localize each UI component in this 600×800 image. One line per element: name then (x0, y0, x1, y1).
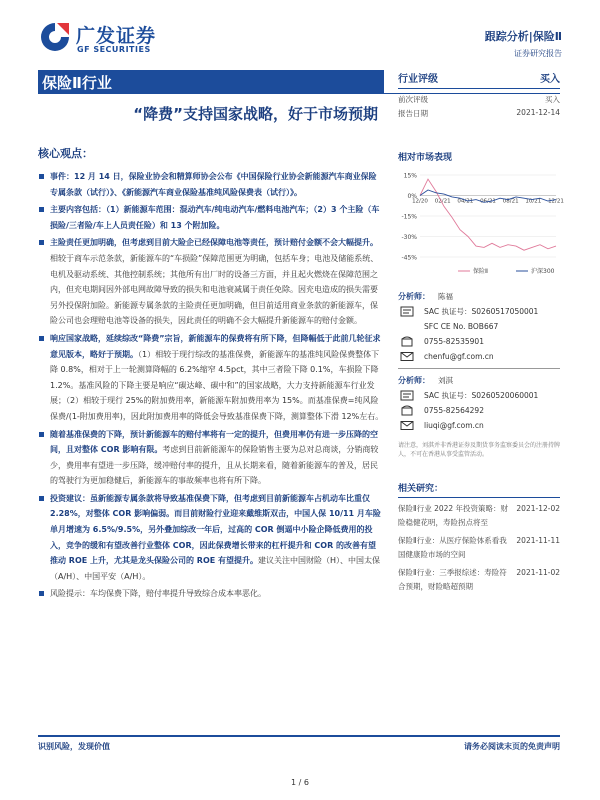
phone-icon (400, 405, 414, 416)
core-view-item (38, 235, 384, 329)
core-view-bold: 主要内容包括：（1）新能源车范围：混动汽车/纯电动汽车/燃料电池汽车；（2）3 个主险（车损险/三者险/车上人员责任险）和 13 个附加险。 (50, 205, 380, 230)
analyst-name: 陈福 (438, 292, 453, 301)
core-view-bold: 事件：12 月 14 日，保险业协会和精算师协会公布《中国保险行业协会新能源汽车商业保险专属条款（试行）》、《新能源汽车商业保险基准纯风险保费表（试行）》。 (50, 172, 377, 197)
core-views-heading: 核心观点： (38, 147, 93, 160)
analyst-name-row (398, 373, 560, 388)
rating-label: 行业评级 (398, 74, 438, 85)
rating-header (398, 70, 560, 86)
analyst-name: 刘淇 (438, 376, 453, 385)
core-views (38, 145, 384, 604)
x-tick-label: 12/20 (412, 198, 428, 205)
report-subtype: 证券研究报告 (514, 49, 562, 58)
y-tick-label: -45% (401, 254, 417, 262)
y-tick-label: 0% (407, 193, 417, 200)
series-line-0 (420, 179, 556, 250)
related-research-title-text: 保险Ⅱ行业：从医疗保险体系看我国健康险市场的空间 (398, 536, 507, 559)
core-view-bold: 响应国家战略，延续综改“降费”宗旨，新能源车的保费将有所下降，但降幅低于此前几轮征求意见版本，略好于预期。 (50, 333, 381, 359)
core-views-list (38, 169, 384, 602)
core-view-text: 建议关注中国财险（H）、中国太保（A/H）、中国平安（A/H）。 (50, 556, 381, 581)
analyst-sac-row (398, 388, 560, 403)
related-research-title-text: 保险Ⅱ行业 2022 年投资策略：财险稳健花明，寿险拐点将至 (398, 504, 509, 527)
analyst-phone: 0755-82564292 (424, 406, 484, 415)
analyst-email-row (398, 349, 560, 364)
core-view-text: 风险提示：车均保费下降，赔付率提升导致综合成本率恶化。 (50, 589, 266, 599)
certificate-icon (400, 306, 414, 317)
analyst-phone-row (398, 334, 560, 349)
core-view-bold: 主险责任更加明确，但考虑到目前大险企已经保障电池等责任，预计赔付金额不会大幅提升。 (50, 238, 378, 248)
rating-value: 买入 (540, 74, 560, 85)
related-research-item[interactable] (398, 534, 560, 562)
report-type-block (485, 28, 562, 59)
analyst-sac-row (398, 304, 560, 319)
report-date-value: 2021-12-14 (516, 108, 560, 117)
email-icon (400, 420, 414, 431)
phone-icon (400, 336, 414, 347)
chart-svg (398, 169, 564, 281)
email-icon (400, 351, 414, 362)
prev-rating-value: 买入 (545, 95, 560, 104)
core-view-item (38, 202, 384, 233)
footer-disclaimer: 请务必阅读末页的免责声明 (464, 742, 560, 751)
x-tick-label: 04/21 (457, 198, 474, 205)
market-performance-title: 相对市场表现 (398, 153, 453, 163)
page-number: 1 / 6 (291, 778, 309, 787)
x-tick-label: 02/21 (434, 198, 451, 205)
page-footer (38, 735, 560, 751)
analyst-section (398, 289, 560, 433)
prev-rating-row (398, 94, 560, 108)
x-tick-label: 06/21 (480, 198, 496, 205)
report-type: 跟踪分析|保险Ⅱ (484, 30, 562, 43)
core-view-bold: 随着基准保费的下降，预计新能源车的赔付率将有一定的提升，但费用率仍有进一步压降的空间，且对整体 COR 影响有限。 (50, 429, 378, 455)
analyst-sfc: SFC CE No. BOB667 (424, 322, 499, 331)
analyst-email[interactable]: liuqi@gf.com.cn (424, 421, 484, 430)
analyst-email[interactable]: chenfu@gf.com.cn (424, 352, 494, 361)
related-divider (398, 497, 560, 498)
related-research-date: 2021-11-02 (516, 568, 560, 577)
y-tick-label: 15% (403, 172, 417, 180)
legend-label: 沪深300 (531, 268, 555, 275)
logo-cn-text: 广发证券 (76, 25, 157, 47)
disclaimer-note: 请注意，刘淇并非香港证券及期货事务监察委员会的注册持牌人，不可在香港从事受监管活动。 (398, 442, 561, 458)
logo (38, 20, 168, 60)
analyst-sac: SAC 执证号：S0260520060001 (424, 391, 539, 400)
industry-title-bar (38, 70, 384, 94)
analyst-label: 分析师： (398, 292, 430, 301)
analyst-phone: 0755-82535901 (424, 337, 484, 346)
analyst-sfc-row (398, 319, 560, 334)
analyst-email-row (398, 418, 560, 433)
x-tick-label: 12/21 (548, 198, 564, 205)
page-header (0, 0, 600, 66)
core-view-text: 考虑到目前新能源车的保险销售主要为总对总商谈，分销商较少，费用率有望进一步压降，缓冲赔付率的提升，且从长期来看，随着新能源车的普及，居民的驾驶行为更加稳健后，新能源车的事故频率也将有所下降。 (50, 445, 379, 486)
core-view-item (38, 586, 384, 602)
related-research-item[interactable] (398, 566, 560, 594)
x-tick-label: 10/21 (525, 198, 542, 205)
analyst-divider (398, 368, 560, 369)
sidebar (398, 70, 564, 598)
core-view-text: 相较于商车示范条款，新能源车的“车损险”保障范围更为明确，包括车身；电池及储能系统、电机及驱动系统、其他控制系统；其他所有出厂时的设备三方面，并且起火燃烧在保障范围之内，但充电期间因外部电网故障导致的损失和电池衰减属于责任免除。因充电造成的损失需要另外投保附加险。新能源专属条款的主险责任更加明确，但目前适用商业条款的新能源车，保险公司也会理赔电池等设备的损失，因此责任的明确不会大幅提升新能源车的赔付金额。 (50, 253, 379, 326)
analyst-name-row (398, 289, 560, 304)
related-research-title: 相关研究： (398, 484, 444, 494)
analyst-sac: SAC 执证号：S0260517050001 (424, 307, 539, 316)
core-view-item (38, 427, 384, 489)
report-headline: “降费”支持国家战略，好于市场预期 (133, 105, 378, 123)
report-date-label: 报告日期 (398, 109, 428, 118)
prev-rating-label: 前次评级 (398, 95, 428, 104)
industry-title: 保险Ⅱ行业 (42, 74, 112, 92)
relative-performance-chart (398, 169, 564, 281)
related-research-item[interactable] (398, 502, 560, 530)
y-tick-label: -30% (401, 234, 417, 241)
x-tick-label: 08/21 (502, 198, 519, 205)
analyst-phone-row (398, 403, 560, 418)
core-view-item (38, 331, 384, 425)
core-view-item (38, 491, 384, 585)
analyst-label: 分析师： (398, 376, 430, 385)
core-view-item (38, 169, 384, 200)
report-date-row (398, 108, 560, 122)
related-research-date: 2021-12-02 (516, 504, 560, 513)
core-view-bold: 投资建议：虽新能源专属条款将导致基准保费下降，但考虑到目前新能源车占机动车比重仅 2.28%，对整体 COR 影响偏弱。而目前财险行业迎来戴维斯双击，中国人保 10/11 月车险单月增速为 6.5%/9.5%，另外叠加综改一年后，过高的 COR 倒逼中小险企降低费用的投入，竞争的缓和有望改善行业整体 COR，因此保费增长带来的杠杆提升和 COR 的改善有望推动 ROE 上升，尤其是龙头保险公司的 ROE 有望提升。 (50, 493, 381, 566)
core-view-text: （1）相较于现行综改的基准保费，新能源车的基准纯风险保费整体下降 0.8%，相对于上一轮测算降幅的 6.2%缩窄 4.5pct，其中三者险下降 0.1%，车损险下降 1.2%。基准风险的下降主要是响应“碳达峰、碳中和”的国家战略，大力支持新能源车行业发展；（2）相较于现行 25%的附加费用率，新能源车附加费用率为 15%。而基准保费=纯风险保费/(1-附加费用率)，因此附加费用率的降低会导致基准保费下降，测算整体下滑 12%左右。 (50, 349, 384, 421)
gf-logo-icon (38, 20, 72, 54)
y-tick-label: -15% (401, 213, 417, 221)
rating-divider (398, 88, 560, 89)
related-research-title-text: 保险Ⅱ行业：三季报综述：寿险符合预期，财险略超预期 (398, 568, 507, 591)
related-research-date: 2021-11-11 (516, 536, 560, 545)
footer-slogan: 识别风险，发现价值 (38, 742, 110, 751)
certificate-icon (400, 390, 414, 401)
legend-label: 保险Ⅱ (473, 268, 488, 275)
related-research-list (398, 502, 560, 594)
logo-en-text: GF SECURITIES (77, 45, 151, 54)
